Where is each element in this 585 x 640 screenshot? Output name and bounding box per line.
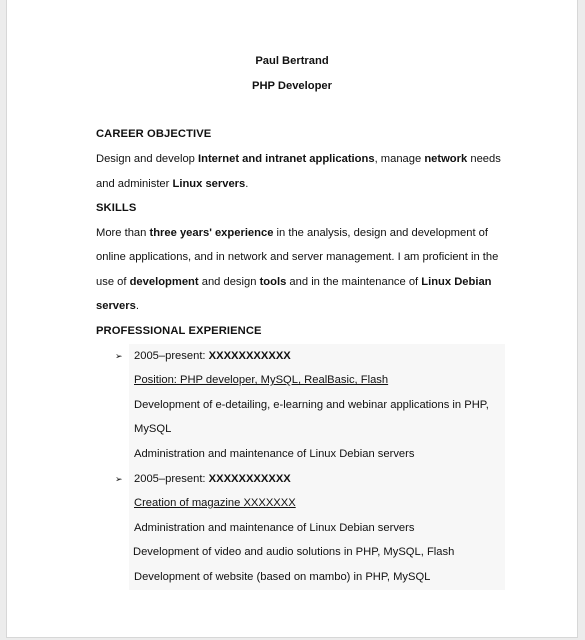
text-run: online applications, and in network and server management. I am proficient in the bbox=[96, 251, 499, 263]
text-run: Design and develop bbox=[96, 153, 199, 165]
job-1-desc-1b: MySQL bbox=[134, 423, 172, 435]
text-run: and design bbox=[198, 276, 260, 288]
text-run: . bbox=[245, 178, 249, 190]
bold-run: servers bbox=[96, 300, 136, 312]
text-run: needs bbox=[467, 153, 501, 165]
job-1-desc-2: Administration and maintenance of Linux Debian servers bbox=[134, 448, 415, 460]
job-1-position: Position: PHP developer, MySQL, RealBasic, Flash bbox=[134, 374, 389, 386]
career-objective-heading: CAREER OBJECTIVE bbox=[96, 128, 212, 140]
job-period: 2005–present: bbox=[134, 473, 209, 485]
bold-run: Linux servers bbox=[172, 178, 246, 190]
job-2-desc-1: Administration and maintenance of Linux Debian servers bbox=[134, 522, 415, 534]
job-2-desc-3: Development of website (based on mambo) in PHP, MySQL bbox=[134, 571, 431, 583]
bold-run: tools bbox=[259, 276, 287, 288]
experience-heading: PROFESSIONAL EXPERIENCE bbox=[96, 325, 262, 337]
text-run: . bbox=[135, 300, 139, 312]
bold-run: Internet and intranet applications bbox=[198, 153, 375, 165]
text-run: and administer bbox=[96, 178, 173, 190]
arrow-bullet-icon: ➢ bbox=[115, 474, 123, 484]
text-run: and in the maintenance of bbox=[286, 276, 422, 288]
candidate-name: Paul Bertrand bbox=[255, 55, 329, 67]
job-company: XXXXXXXXXXX bbox=[208, 473, 291, 485]
bold-run: network bbox=[424, 153, 468, 165]
text-run: More than bbox=[96, 227, 150, 239]
bold-run: Linux Debian bbox=[421, 276, 492, 288]
text-run: , manage bbox=[374, 153, 425, 165]
job-period: 2005–present: bbox=[134, 350, 209, 362]
job-2-header bbox=[134, 472, 291, 486]
skills-line-4 bbox=[96, 299, 139, 313]
skills-line-3 bbox=[96, 275, 492, 289]
arrow-bullet-icon: ➢ bbox=[115, 351, 123, 361]
bold-run: development bbox=[129, 276, 199, 288]
skills-heading: SKILLS bbox=[96, 202, 137, 214]
job-2-desc-2: Development of video and audio solutions in PHP, MySQL, Flash bbox=[133, 546, 455, 558]
job-2-position: Creation of magazine XXXXXXX bbox=[134, 497, 296, 509]
career-objective-line-1 bbox=[96, 152, 501, 166]
skills-line-1 bbox=[96, 226, 488, 240]
resume-page bbox=[6, 0, 578, 638]
text-run: in the analysis, design and development of bbox=[273, 227, 488, 239]
job-1-header bbox=[134, 349, 291, 363]
skills-line-2 bbox=[96, 250, 498, 264]
bold-run: three years' experience bbox=[149, 227, 274, 239]
career-objective-line-2 bbox=[96, 177, 248, 191]
job-1-desc-1a: Development of e-detailing, e-learning and webinar applications in PHP, bbox=[134, 399, 489, 411]
job-company: XXXXXXXXXXX bbox=[208, 350, 291, 362]
candidate-title: PHP Developer bbox=[251, 80, 332, 92]
text-run: use of bbox=[96, 276, 130, 288]
